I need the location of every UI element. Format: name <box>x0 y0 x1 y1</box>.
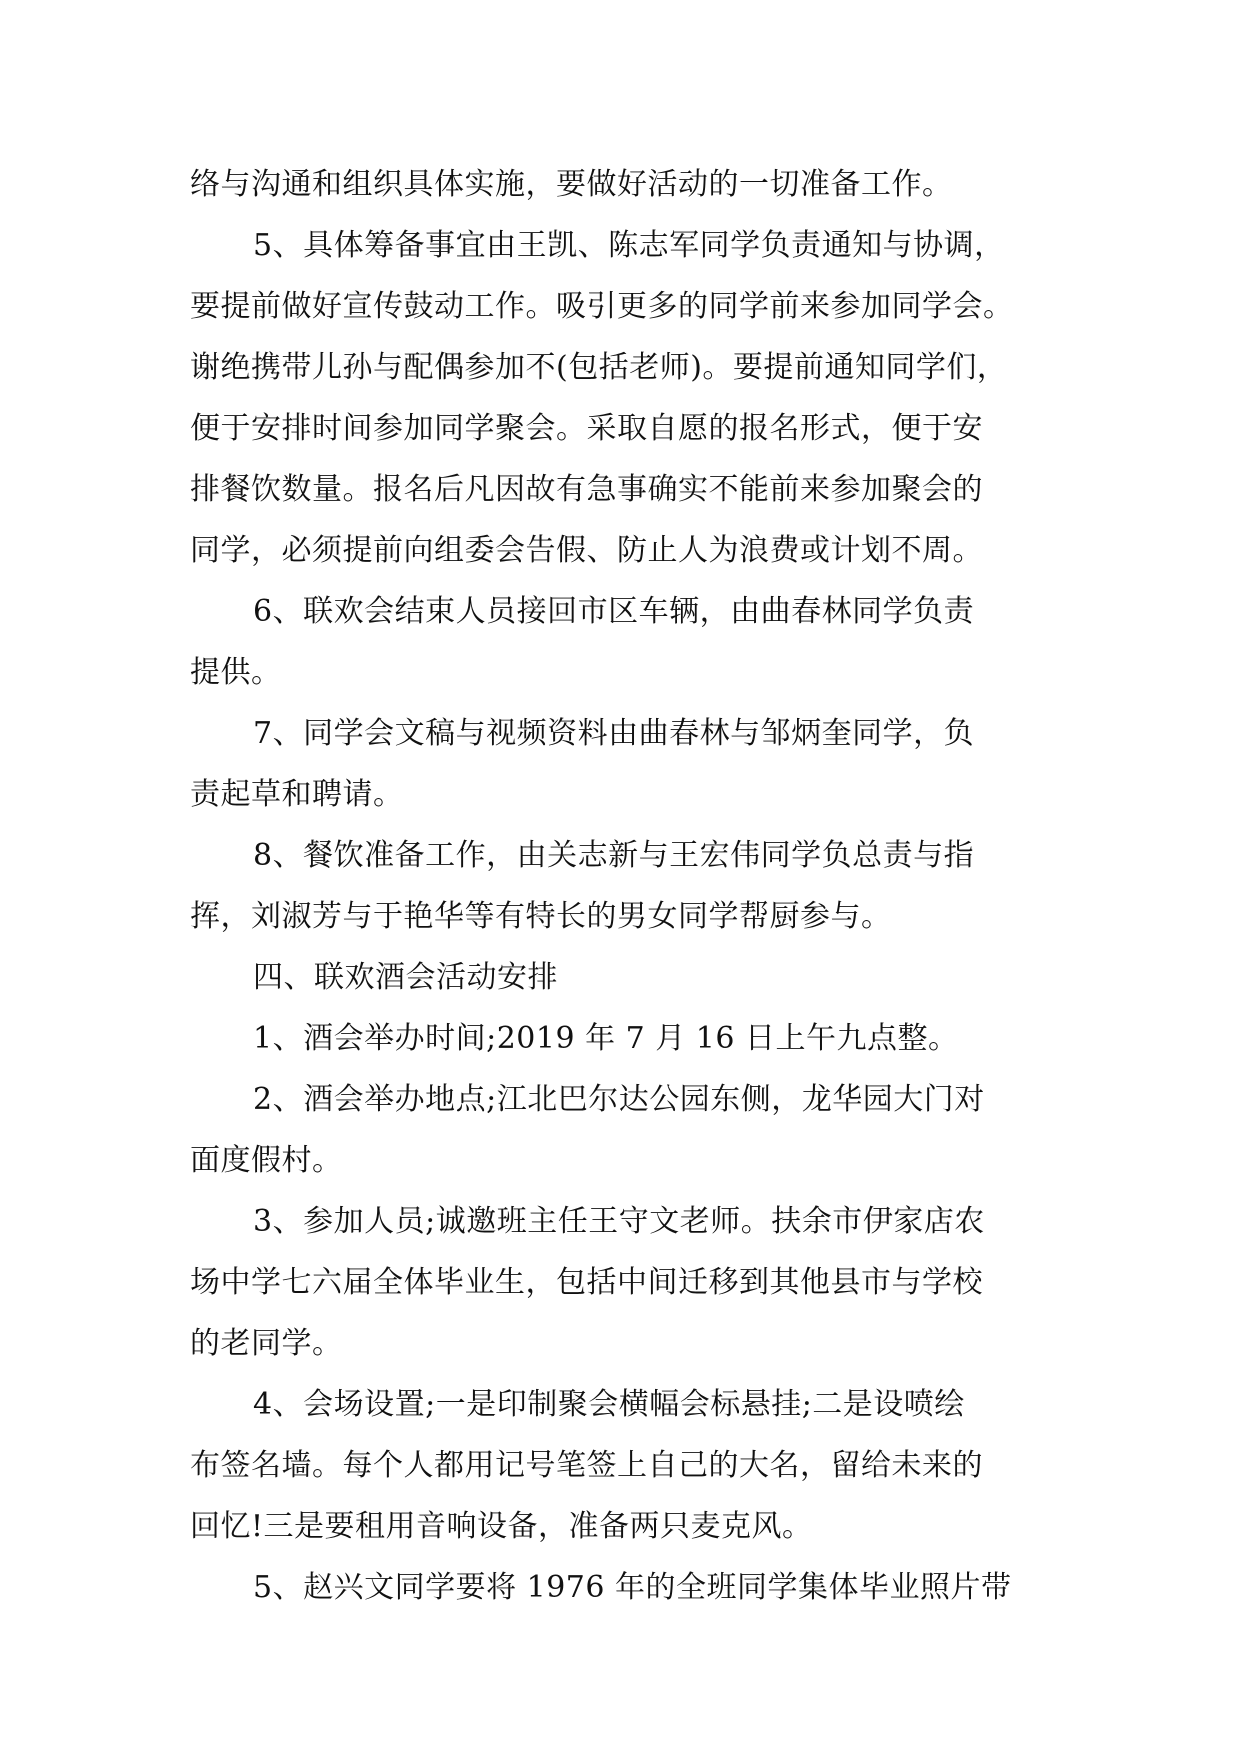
text-line: 排餐饮数量。报名后凡因故有急事确实不能前来参加聚会的 <box>190 472 983 507</box>
text-line: 便于安排时间参加同学聚会。采取自愿的报名形式，便于安 <box>190 411 983 446</box>
text-line: 布签名墙。每个人都用记号笔签上自己的大名，留给未来的 <box>190 1448 983 1483</box>
text-line: 同学，必须提前向组委会告假、防止人为浪费或计划不周。 <box>190 533 983 568</box>
text-line: 场中学七六届全体毕业生，包括中间迁移到其他县市与学校 <box>190 1265 983 1300</box>
text-line: 要提前做好宣传鼓动工作。吸引更多的同学前来参加同学会。 <box>190 289 1014 324</box>
text-line: 2、酒会举办地点;江北巴尔达公园东侧，龙华园大门对 <box>253 1082 985 1117</box>
text-line: 5、具体筹备事宜由王凯、陈志军同学负责通知与协调， <box>253 228 1005 263</box>
text-line: 6、联欢会结束人员接回市区车辆，由曲春林同学负责 <box>253 594 975 629</box>
text-line: 3、参加人员;诚邀班主任王守文老师。扶余市伊家店农 <box>253 1204 985 1239</box>
text-line: 8、餐饮准备工作，由关志新与王宏伟同学负总责与指 <box>253 838 975 873</box>
text-line: 面度假村。 <box>190 1143 343 1178</box>
text-line: 的老同学。 <box>190 1326 343 1361</box>
text-line: 4、会场设置;一是印制聚会横幅会标悬挂;二是设喷绘 <box>253 1387 965 1422</box>
text-line: 回忆!三是要租用音响设备，准备两只麦克风。 <box>190 1509 813 1544</box>
text-line: 责起草和聘请。 <box>190 777 404 812</box>
section-heading: 四、联欢酒会活动安排 <box>253 960 558 995</box>
text-line: 谢绝携带儿孙与配偶参加不(包括老师)。要提前通知同学们， <box>190 350 1008 385</box>
text-line: 1、酒会举办时间;2019 年 7 月 16 日上午九点整。 <box>253 1021 959 1056</box>
text-line: 7、同学会文稿与视频资料由曲春林与邹炳奎同学，负 <box>253 716 975 751</box>
text-line: 提供。 <box>190 655 282 690</box>
text-line: 挥，刘淑芳与于艳华等有特长的男女同学帮厨参与。 <box>190 899 892 934</box>
text-line: 5、赵兴文同学要将 1976 年的全班同学集体毕业照片带 <box>253 1570 1012 1605</box>
text-line: 络与沟通和组织具体实施，要做好活动的一切准备工作。 <box>190 167 953 202</box>
